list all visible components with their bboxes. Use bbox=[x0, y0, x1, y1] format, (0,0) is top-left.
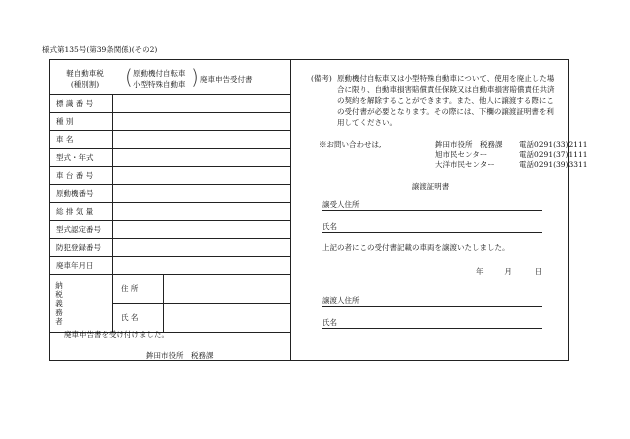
table-row bbox=[50, 131, 290, 149]
table-row bbox=[50, 95, 290, 113]
displacement-label: 総 排 気 量 bbox=[50, 203, 113, 221]
received-text: 廃車申告書を受け付けました。 bbox=[64, 330, 169, 339]
vehicle-name-value bbox=[113, 131, 291, 149]
remarks-text: 原動機付自転車又は小型特殊自動車について、使用を廃止した場合に限り、自動車損害賠償責任保険又は自動車損害賠償責任共済の契約を解除することができます。また、他人に譲渡する際にこの受付書が必要となります。その際には、下欄の譲渡証明書を利用してください。 bbox=[337, 74, 555, 127]
table-row bbox=[50, 185, 290, 203]
anti-theft-value bbox=[113, 239, 291, 257]
vehicle-type-line2: 小型特殊自動車 bbox=[133, 80, 186, 89]
vehicle-type-line1: 原動機付自転車 bbox=[133, 69, 186, 78]
plate-number-label: 標 識 番 号 bbox=[50, 95, 113, 113]
table-row bbox=[50, 239, 290, 257]
certificate-section bbox=[291, 60, 588, 360]
scrap-date-value bbox=[113, 257, 291, 275]
contact-tel: 電話0291(39)3311 bbox=[519, 160, 588, 169]
vehicle-info-table bbox=[50, 94, 290, 333]
transferor-name-label: 氏名 bbox=[322, 318, 337, 327]
table-row bbox=[50, 221, 290, 239]
tax-name bbox=[62, 68, 108, 90]
transfer-statement: 上記の者にこの受付書記載の車両を譲渡いたしました。 bbox=[322, 243, 510, 252]
contact-tel: 電話0291(37)1111 bbox=[519, 150, 588, 159]
type-label: 種 別 bbox=[50, 113, 113, 131]
certificate-title: 譲渡証明書 bbox=[411, 182, 450, 191]
chassis-number-value bbox=[113, 167, 291, 185]
bracket-close: ) bbox=[191, 65, 199, 89]
remarks-label: (備考) bbox=[311, 74, 332, 83]
type-cert-value bbox=[113, 221, 291, 239]
vehicle-type bbox=[133, 68, 186, 90]
form-frame bbox=[49, 59, 588, 361]
table-row bbox=[50, 275, 290, 304]
taxpayer-group-label: 納税義務者 bbox=[55, 281, 63, 326]
transferee-name-field bbox=[322, 222, 542, 233]
contact-row bbox=[319, 140, 588, 150]
contact-tel: 電話0291(33)2111 bbox=[519, 140, 588, 149]
transferee-address-label: 譲受人住所 bbox=[322, 200, 360, 209]
contact-row bbox=[319, 150, 588, 160]
model-year-label: 型式・年式 bbox=[50, 149, 113, 167]
transferor-address-label: 譲渡人住所 bbox=[322, 296, 360, 305]
transferor-address-field bbox=[322, 296, 542, 307]
bracket-open: ( bbox=[125, 65, 133, 89]
scrap-date-label: 廃車年月日 bbox=[50, 257, 113, 275]
table-row bbox=[50, 113, 290, 131]
taxpayer-address-cell bbox=[113, 275, 291, 304]
tax-name-main: 軽自動車税 bbox=[66, 69, 104, 78]
anti-theft-label: 防犯登録番号 bbox=[50, 239, 113, 257]
contact-name: 鉾田市役所 税務課 bbox=[435, 140, 503, 149]
day-label: 日 bbox=[534, 267, 543, 276]
vehicle-name-label: 車 名 bbox=[50, 131, 113, 149]
displacement-value bbox=[113, 203, 291, 221]
year-label: 年 bbox=[476, 267, 484, 276]
month-label: 月 bbox=[504, 267, 512, 276]
chassis-number-label: 車 台 番 号 bbox=[50, 167, 113, 185]
table-row bbox=[50, 203, 290, 221]
contact-spacer bbox=[319, 150, 435, 160]
plate-number-value bbox=[113, 95, 291, 113]
contact-block bbox=[319, 140, 588, 170]
address-label: 住 所 bbox=[113, 275, 164, 303]
office-name: 鉾田市役所 税務課 bbox=[146, 351, 214, 360]
receipt-title bbox=[50, 60, 290, 94]
contact-row bbox=[319, 160, 588, 170]
engine-number-label: 原動機番号 bbox=[50, 185, 113, 203]
tax-name-sub: (種別割) bbox=[70, 80, 100, 89]
transferor-name-field bbox=[322, 318, 542, 329]
type-value bbox=[113, 113, 291, 131]
model-year-value bbox=[113, 149, 291, 167]
table-row bbox=[50, 257, 290, 275]
contact-name: 旭市民センター bbox=[435, 150, 488, 159]
table-row bbox=[50, 167, 290, 185]
contact-prefix: ※お問い合わせは, bbox=[319, 140, 382, 149]
transfer-date bbox=[476, 266, 542, 277]
engine-number-value bbox=[113, 185, 291, 203]
taxpayer-group-cell bbox=[50, 275, 113, 333]
type-cert-label: 型式認定番号 bbox=[50, 221, 113, 239]
transferee-name-label: 氏名 bbox=[322, 222, 337, 231]
receipt-section bbox=[50, 60, 291, 360]
name-label: 氏 名 bbox=[113, 304, 164, 332]
form-number: 様式第135号(第39条関係)(その2) bbox=[42, 45, 158, 54]
contact-name: 大洋市民センター bbox=[435, 160, 495, 169]
doc-name: 廃車申告受付書 bbox=[200, 75, 253, 84]
table-row bbox=[50, 149, 290, 167]
transferee-address-field bbox=[322, 200, 542, 211]
contact-spacer bbox=[319, 160, 435, 170]
